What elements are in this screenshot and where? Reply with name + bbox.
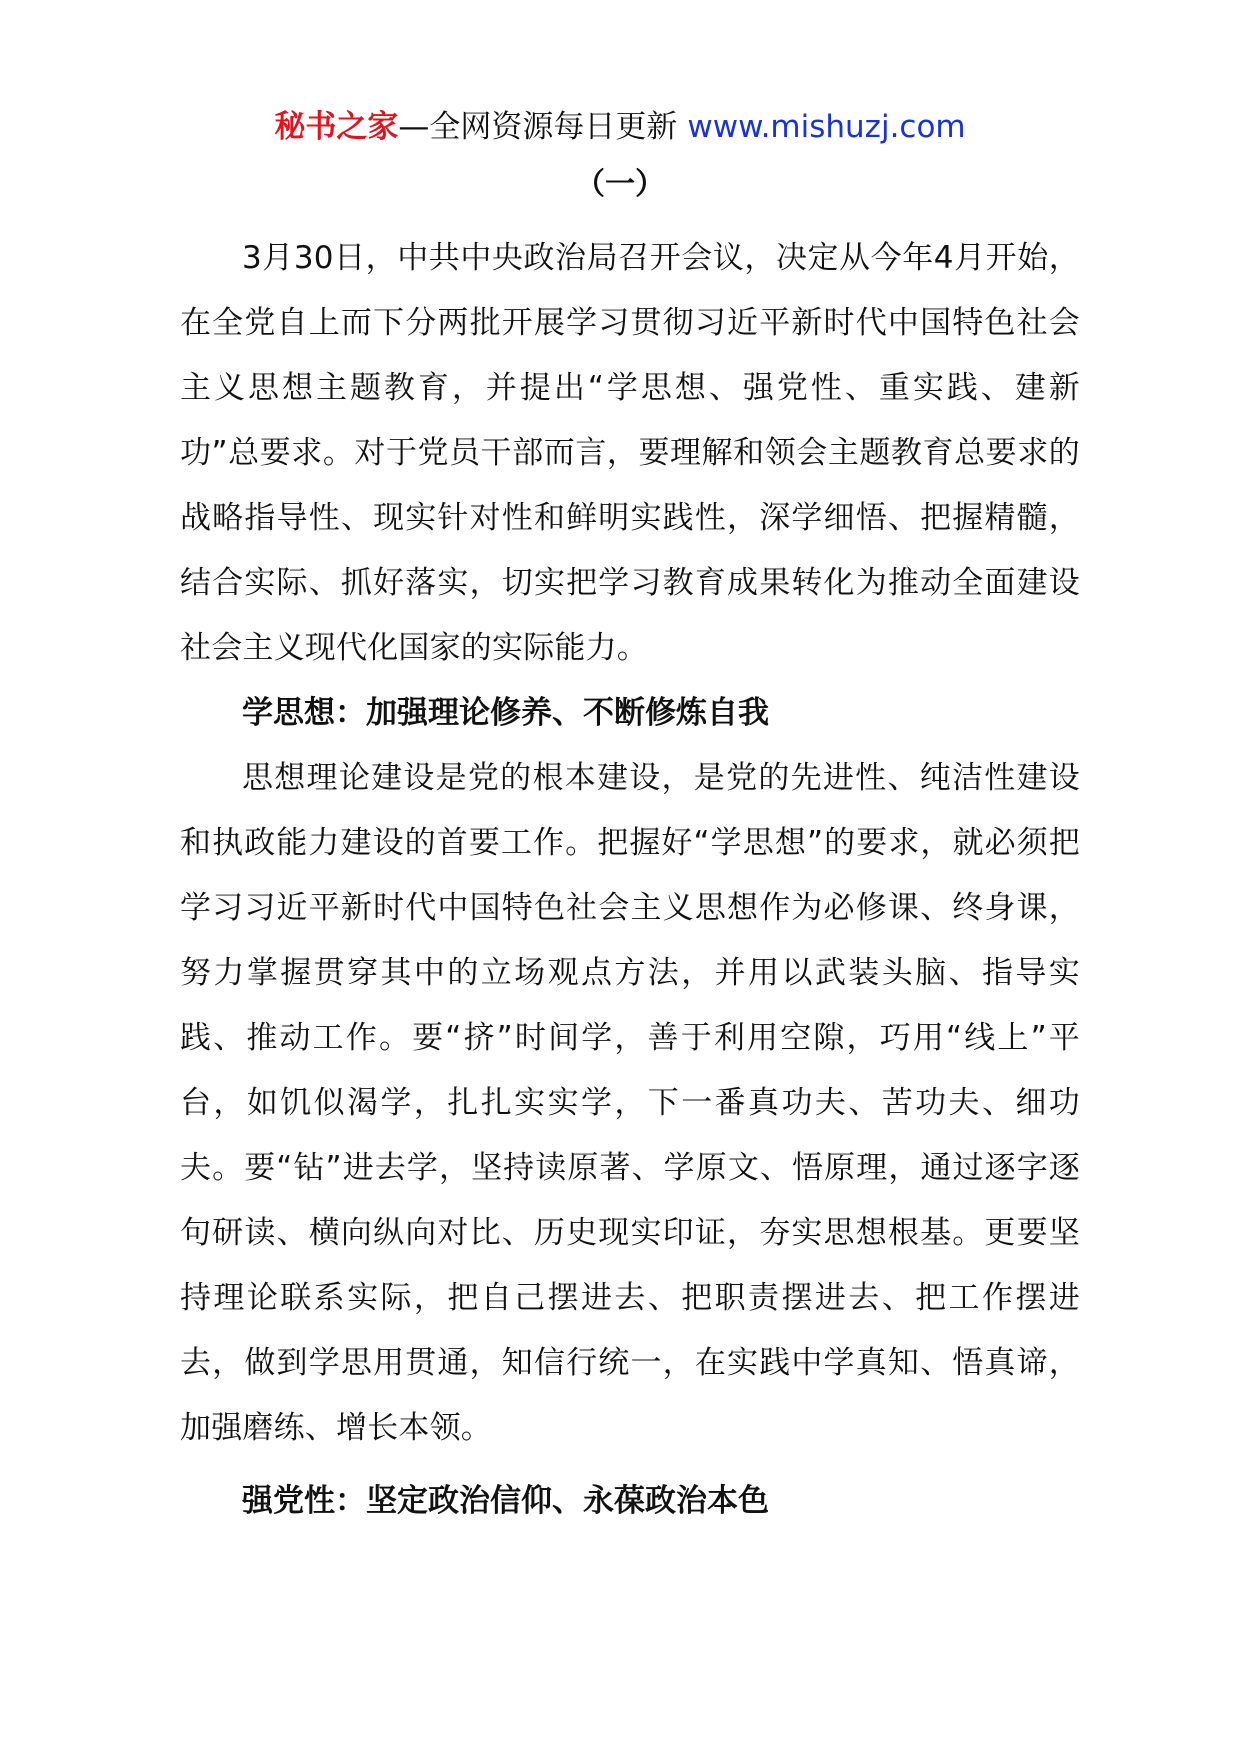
heading-strengthen-party: 强党性：坚定政治信仰、永葆政治本色 <box>242 1483 769 1519</box>
site-header <box>0 102 1240 152</box>
brand-name: 秘书之家 <box>274 109 399 145</box>
header-tagline: —全网资源每日更新 <box>398 109 678 145</box>
heading-study-thought: 学思想：加强理论修养、不断修炼自我 <box>242 695 769 731</box>
paragraph-study-thought: 思想理论建设是党的根本建设，是党的先进性、纯洁性建设和执政能力建设的首要工作。把握好“学思想”的要求，就必须把学习习近平新时代中国特色社会主义思想作为必修课、终身课，努力掌握贯穿其中的立场观点方法，并用以武装头脑、指导实践、推动工作。要“挤”时间学，善于利用空隙，巧用“线上”平台，如饥似渴学，扎扎实实学，下一番真功夫、苦功夫、细功夫。要“钻”进去学，坚持读原著、学原文、悟原理，通过逐字逐句研读、横向纵向对比、历史现实印证，夯实思想根基。更要坚持理论联系实际，把自己摆进去、把职责摆进去、把工作摆进去，做到学思用贯通，知信行统一，在实践中学真知、悟真谛，加强磨练、增长本领。 <box>180 760 1080 1446</box>
site-url-link[interactable]: www.mishuzj.com <box>687 109 966 145</box>
section-number: （一） <box>575 167 665 202</box>
document-body <box>180 226 1080 1534</box>
paragraph-intro: 3月30日，中共中央政治局召开会议，决定从今年4月开始，在全党自上而下分两批开展学习贯彻习近平新时代中国特色社会主义思想主题教育，并提出“学思想、强党性、重实践、建新功”总要求。对于党员干部而言，要理解和领会主题教育总要求的战略指导性、现实针对性和鲜明实践性，深学细悟、把握精髓，结合实际、抓好落实，切实把学习教育成果转化为推动全面建设社会主义现代化国家的实际能力。 <box>180 240 1080 666</box>
